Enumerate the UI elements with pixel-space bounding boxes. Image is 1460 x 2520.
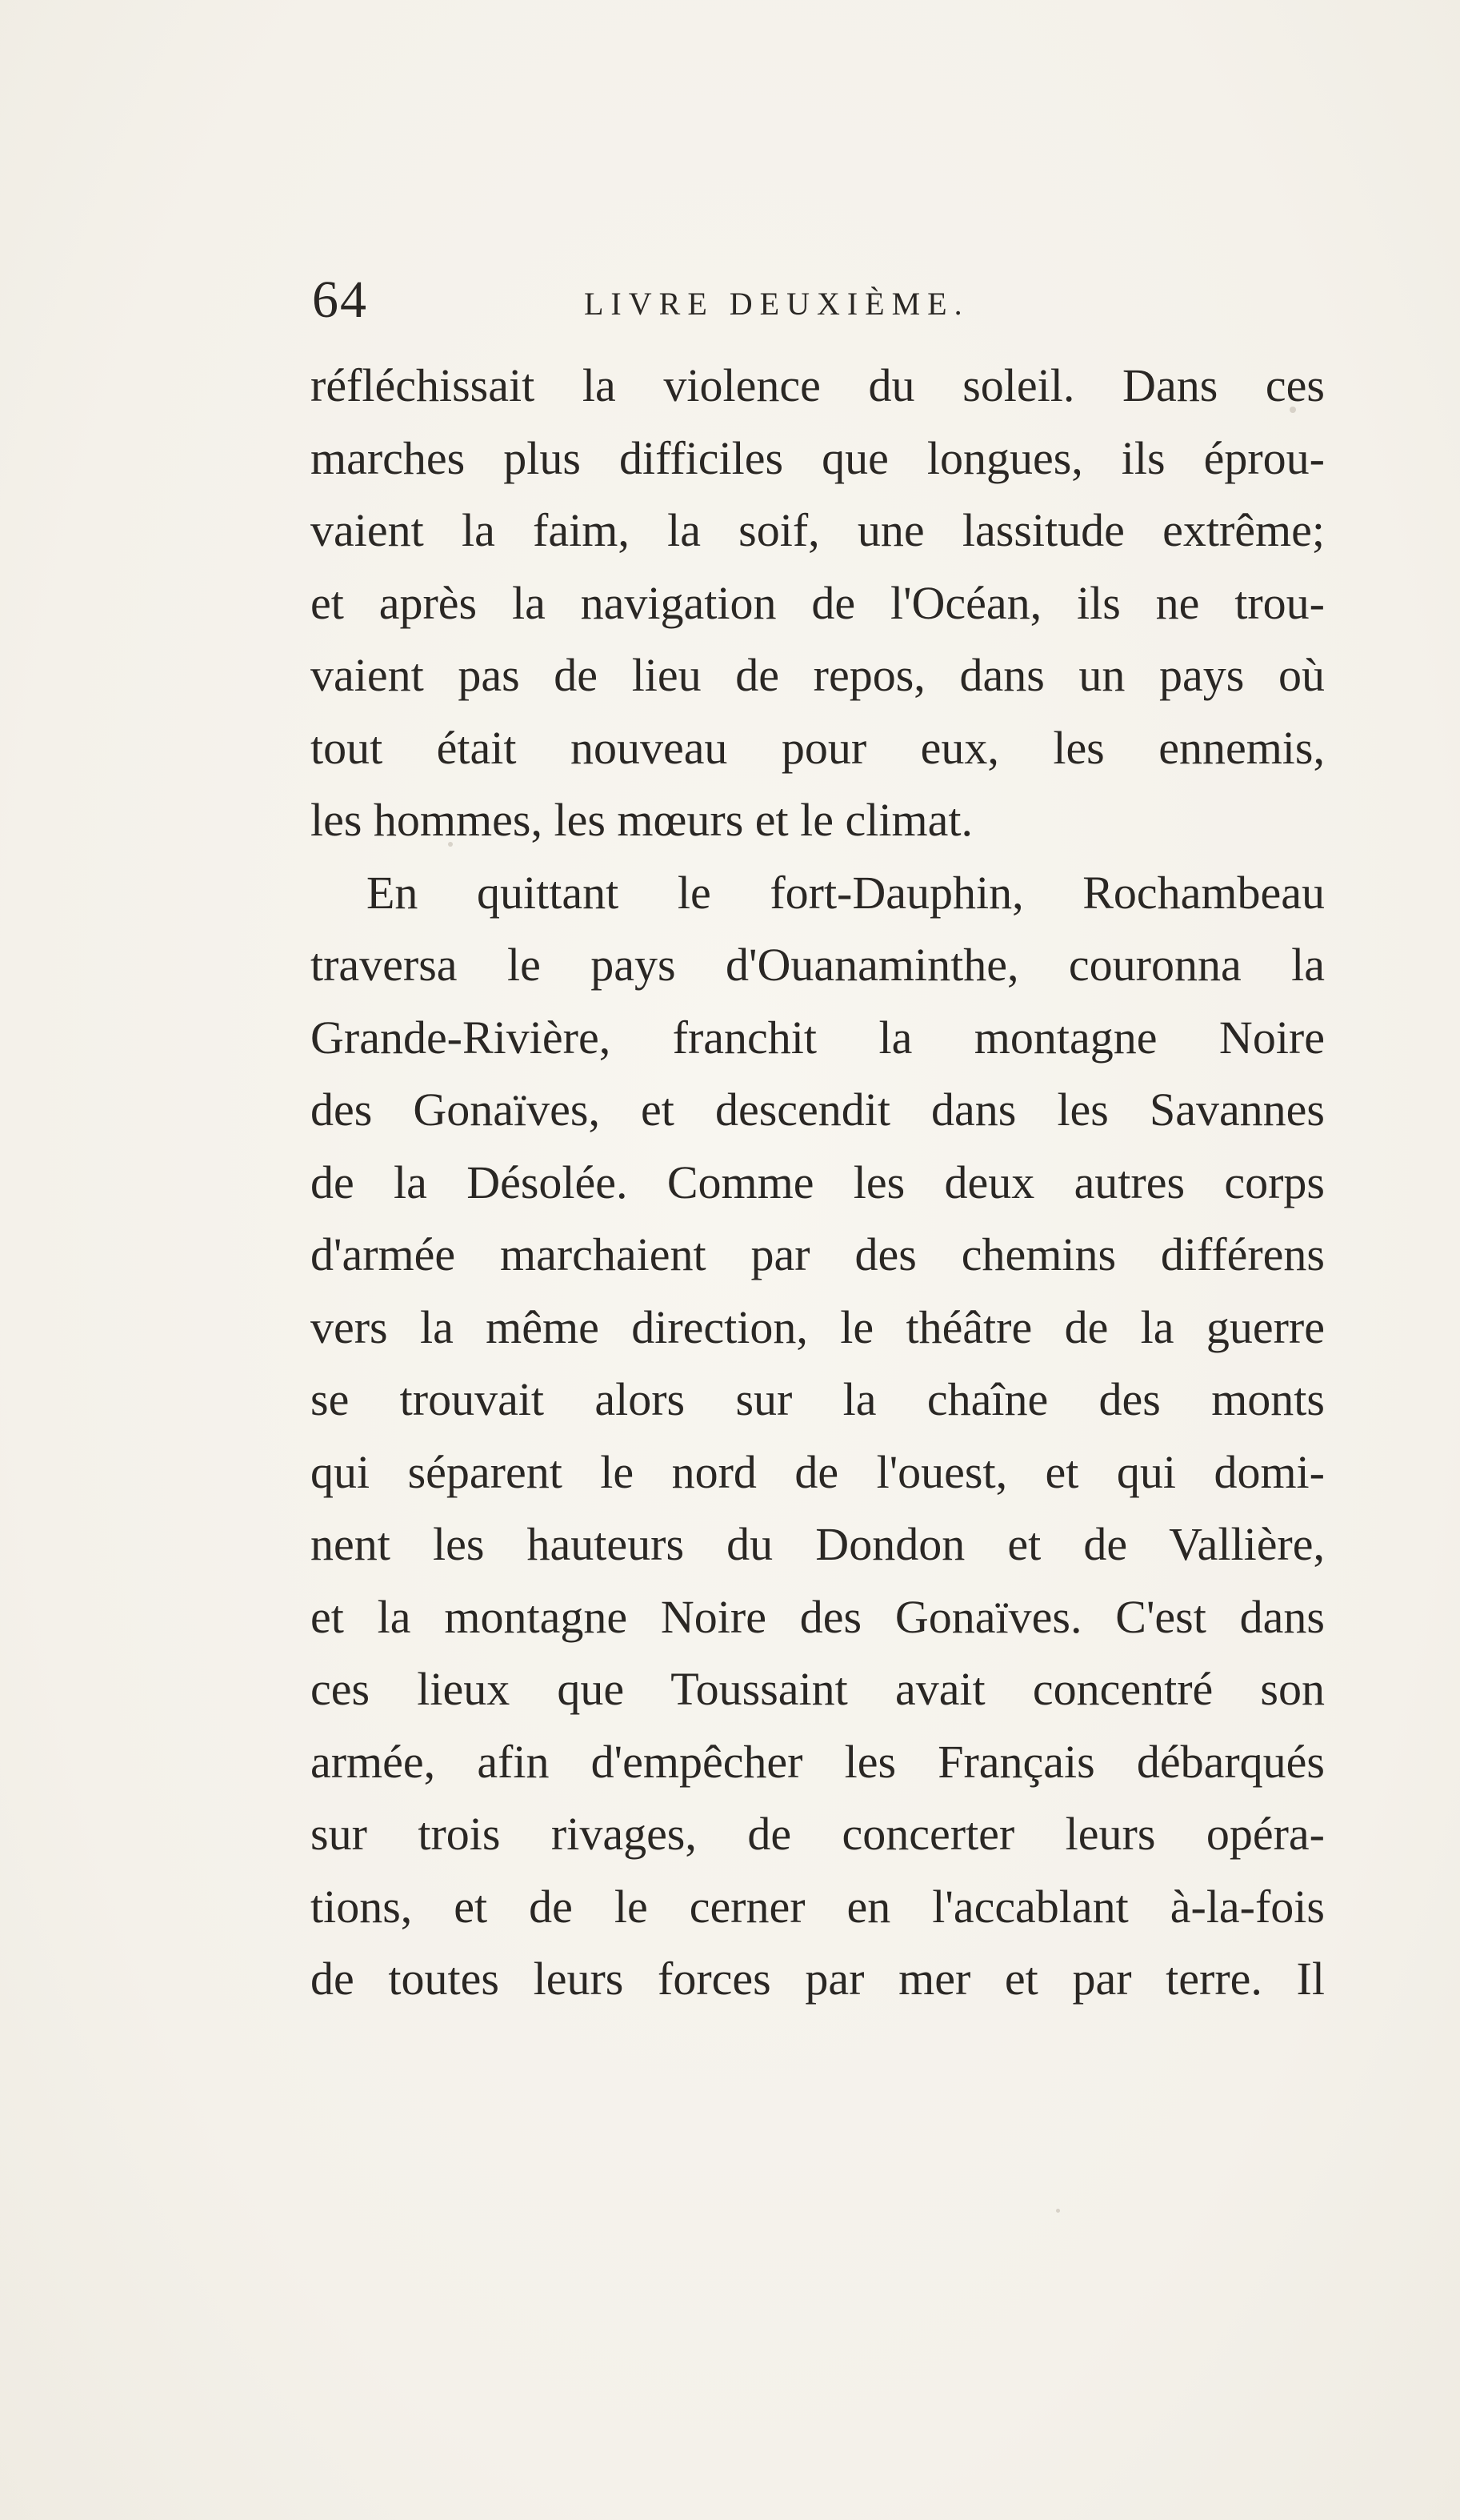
page-number: 64: [312, 270, 368, 329]
text-line: et après la navigation de l'Océan, ils ne trou-: [310, 576, 1325, 629]
text-line: traversa le pays d'Ouanaminthe, couronna la: [310, 939, 1325, 991]
text-line: des Gonaïves, et descendit dans les Savannes: [310, 1084, 1325, 1136]
paragraph-start-line: En quittant le fort-Dauphin, Rochambeau: [366, 866, 1325, 919]
text-line: vaient pas de lieu de repos, dans un pays où: [310, 649, 1325, 701]
text-line: marches plus difficiles que longues, ils éprou-: [310, 431, 1325, 484]
text-line: qui séparent le nord de l'ouest, et qui domi-: [310, 1445, 1325, 1498]
text-line: réfléchissait la violence du soleil. Dans ces: [310, 359, 1325, 411]
paragraph-end-line: les hommes, les mœurs et le climat.: [310, 794, 973, 846]
text-line: vaient la faim, la soif, une lassitude extrême;: [310, 504, 1325, 556]
text-line: sur trois rivages, de concerter leurs opéra-: [310, 1808, 1325, 1860]
text-line: de toutes leurs forces par mer et par terre. Il: [310, 1953, 1325, 2005]
text-line: tout était nouveau pour eux, les ennemis,: [310, 721, 1325, 774]
body-text: [310, 350, 1325, 2016]
text-line: et la montagne Noire des Gonaïves. C'est dans: [310, 1590, 1325, 1643]
text-line: se trouvait alors sur la chaîne des monts: [310, 1373, 1325, 1425]
text-line: nent les hauteurs du Dondon et de Vallière,: [310, 1518, 1325, 1570]
text-line: ces lieux que Toussaint avait concentré son: [310, 1663, 1325, 1715]
text-line: Grande-Rivière, franchit la montagne Noire: [310, 1011, 1325, 1064]
running-title: LIVRE DEUXIÈME.: [584, 286, 970, 322]
paper-speck: [1056, 2209, 1060, 2213]
running-head: [312, 268, 1304, 340]
text-line: armée, afin d'empêcher les Français débarqués: [310, 1735, 1325, 1788]
text-line: tions, et de le cerner en l'accablant à-la-fois: [310, 1880, 1325, 1933]
text-line: de la Désolée. Comme les deux autres corps: [310, 1156, 1325, 1208]
text-line: vers la même direction, le théâtre de la guerre: [310, 1300, 1325, 1353]
text-line: d'armée marchaient par des chemins différens: [310, 1228, 1325, 1280]
